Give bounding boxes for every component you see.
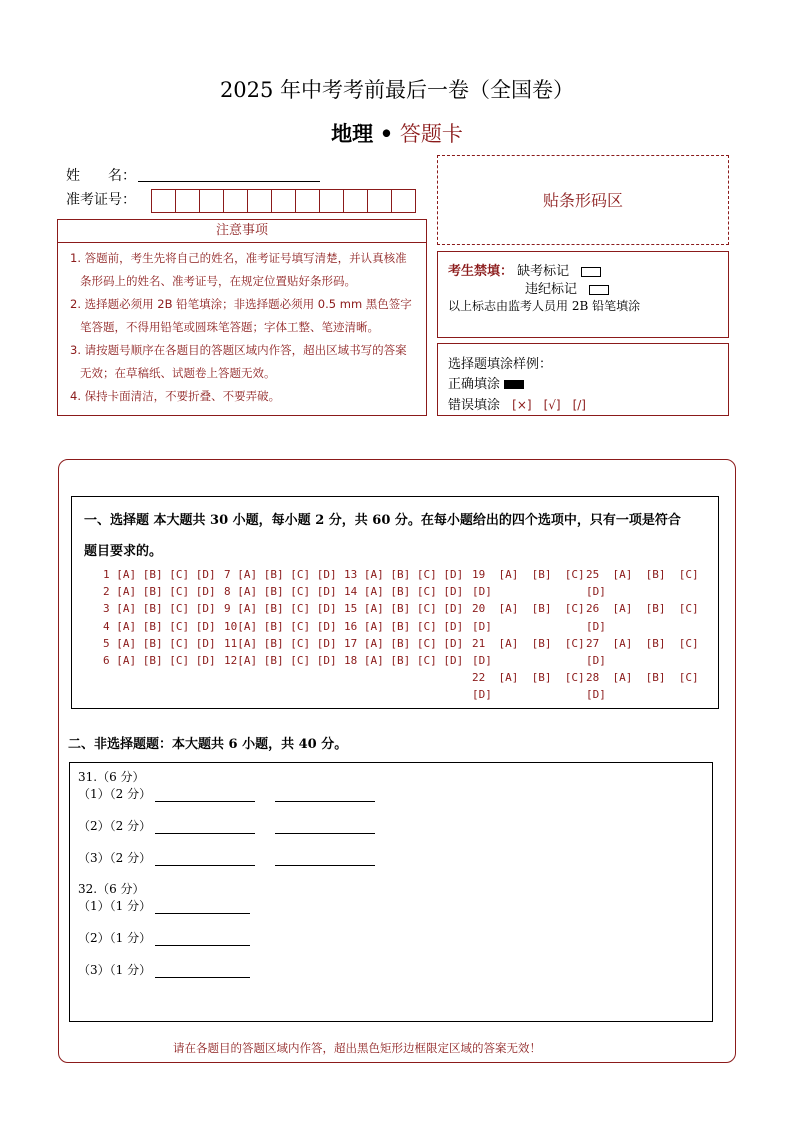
choice-option-row[interactable]: 27 [A] [B] [C] — [586, 636, 699, 650]
answer-line[interactable] — [275, 833, 375, 834]
violation-label: 违纪标记 — [525, 282, 578, 297]
choice-option-row[interactable]: 18 [A] [B] [C] [D] — [344, 654, 464, 667]
choice-option-row[interactable]: 4 [A] [B] [C] [D] — [103, 619, 216, 633]
choice-option-row[interactable]: 2 [A] [B] [C] [D] — [103, 585, 216, 599]
answer-line[interactable] — [275, 801, 375, 802]
barcode-area — [437, 155, 729, 245]
id-digit-box[interactable] — [367, 189, 392, 213]
answer-line[interactable] — [155, 833, 255, 834]
choice-option-row[interactable]: 12[A] [B] [C] [D] — [224, 654, 337, 667]
filled-sample — [504, 380, 524, 389]
id-digit-box[interactable] — [175, 189, 200, 213]
choice-option-row[interactable]: 21 [A] [B] [C] — [472, 636, 585, 650]
answer-line[interactable] — [155, 913, 250, 914]
choice-option-row[interactable]: [D] — [586, 619, 606, 633]
choice-option-row[interactable]: 20 [A] [B] [C] — [472, 602, 585, 616]
id-label: 准考证号： — [66, 192, 136, 208]
choice-option-row[interactable]: 19 [A] [B] [C] — [472, 568, 585, 581]
answer-line[interactable] — [155, 865, 255, 866]
q31-p2-label: （2）（2 分） — [78, 819, 152, 833]
choice-option-row[interactable]: 16 [A] [B] [C] [D] — [344, 619, 464, 633]
id-number-boxes[interactable] — [152, 189, 416, 213]
q32-part — [78, 897, 250, 914]
q32-p2-label: （2）（1 分） — [78, 931, 152, 945]
page-title: 2025 年中考考前最后一卷（全国卷） — [219, 78, 575, 102]
q31-part — [78, 849, 375, 866]
q32-title: 32.（6 分） — [78, 882, 145, 896]
card-label: 答题卡 — [399, 122, 463, 146]
choice-option-row[interactable]: [D] — [472, 654, 492, 667]
choice-option-row[interactable]: 14 [A] [B] [C] [D] — [344, 585, 464, 599]
q31-title: 31.（6 分） — [78, 770, 145, 784]
sample-title: 选择题填涂样例： — [448, 357, 553, 372]
id-digit-box[interactable] — [271, 189, 296, 213]
choice-option-row[interactable]: 11[A] [B] [C] [D] — [224, 636, 337, 650]
choice-option-row[interactable]: 26 [A] [B] [C] — [586, 602, 699, 616]
answer-line[interactable] — [155, 977, 250, 978]
choice-option-row[interactable]: 13 [A] [B] [C] [D] — [344, 568, 464, 581]
notice-item: 4. 保持卡面清洁，不要折叠、不要弄破。 — [70, 389, 281, 403]
id-digit-box[interactable] — [343, 189, 368, 213]
notice-item: 3. 请按题号顺序在各题目的答题区域内作答，超出区域书写的答案无效；在草稿纸、试题卷上答题无效。 — [70, 343, 407, 380]
choice-option-row[interactable]: 25 [A] [B] [C] — [586, 568, 699, 581]
choice-option-row[interactable]: 10[A] [B] [C] [D] — [224, 619, 337, 633]
notice-item: 1. 答题前，考生先将自己的姓名，准考证号填写清楚，并认真核准条形码上的姓名、准考证号，在规定位置贴好条形码。 — [70, 251, 407, 288]
choice-option-row[interactable]: 7 [A] [B] [C] [D] — [224, 568, 337, 581]
q32-p3-label: （3）（1 分） — [78, 963, 152, 977]
choice-option-row[interactable]: 28 [A] [B] [C] — [586, 671, 699, 685]
choice-option-row[interactable]: 22 [A] [B] [C] — [472, 671, 585, 685]
choice-option-row[interactable]: [D] — [472, 585, 492, 599]
q32-part — [78, 961, 250, 978]
id-digit-box[interactable] — [295, 189, 320, 213]
id-digit-box[interactable] — [223, 189, 248, 213]
violation-mark-box[interactable] — [589, 285, 609, 295]
answer-line[interactable] — [275, 865, 375, 866]
choice-option-row[interactable]: [D] — [586, 688, 606, 702]
choice-option-row[interactable]: [D] — [586, 585, 606, 599]
notice-title: 注意事项 — [215, 223, 268, 238]
barcode-label: 贴条形码区 — [542, 191, 623, 210]
absent-label: 缺考标记 — [517, 264, 570, 279]
choice-option-row[interactable]: [D] — [472, 619, 492, 633]
choice-option-row[interactable]: 6 [A] [B] [C] [D] — [103, 654, 216, 667]
separator-dot: • — [379, 121, 394, 146]
subject-label: 地理 — [331, 121, 374, 146]
name-label: 姓 名： — [66, 168, 136, 184]
id-digit-box[interactable] — [199, 189, 224, 213]
page-subtitle — [0, 118, 794, 148]
q31-part — [78, 785, 375, 802]
choice-option-row[interactable]: [D] — [472, 688, 492, 702]
absent-mark-box[interactable] — [581, 267, 601, 277]
choice-heading-cont: 题目要求的。 — [84, 544, 163, 559]
notice-header — [57, 219, 427, 243]
nonchoice-heading: 二、非选择题题：本大题共 6 小题，共 40 分。 — [68, 737, 348, 752]
id-digit-box[interactable] — [391, 189, 416, 213]
wrong-label: 错误填涂 — [448, 398, 501, 413]
choice-heading: 一、选择题 本大题共 30 小题，每小题 2 分，共 60 分。在每小题给出的四个选项中，只有一项是符合 — [84, 513, 681, 528]
q31-part — [78, 817, 375, 834]
q32-part — [78, 929, 250, 946]
choice-option-row[interactable]: 15 [A] [B] [C] [D] — [344, 602, 464, 616]
notice-body — [57, 242, 427, 416]
wrong-marks: [×] [√] [/] — [512, 398, 586, 412]
sample-box — [437, 343, 729, 416]
footer-warning: 请在各题目的答题区域内作答，超出黑色矩形边框限定区域的答案无效！ — [173, 1041, 541, 1055]
q31-p1-label: （1）（2 分） — [78, 787, 152, 801]
answer-line[interactable] — [155, 945, 250, 946]
forbidden-box — [437, 251, 729, 338]
forbidden-label: 考生禁填： — [448, 264, 514, 279]
id-digit-box[interactable] — [151, 189, 176, 213]
choice-option-row[interactable]: [D] — [586, 654, 606, 667]
q32-p1-label: （1）（1 分） — [78, 899, 152, 913]
answer-line[interactable] — [155, 801, 255, 802]
choice-option-row[interactable]: 5 [A] [B] [C] [D] — [103, 636, 216, 650]
choice-option-row[interactable]: 8 [A] [B] [C] [D] — [224, 585, 337, 599]
choice-option-row[interactable]: 3 [A] [B] [C] [D] — [103, 602, 216, 616]
q31-p3-label: （3）（2 分） — [78, 851, 152, 865]
choice-option-row[interactable]: 1 [A] [B] [C] [D] — [103, 568, 216, 581]
id-digit-box[interactable] — [247, 189, 272, 213]
notice-item: 2. 选择题必须用 2B 铅笔填涂；非选择题必须用 0.5 mm 黑色签字笔答题，不得用铅笔或圆珠笔答题；字体工整、笔迹清晰。 — [70, 297, 412, 334]
choice-option-row[interactable]: 17 [A] [B] [C] [D] — [344, 636, 464, 650]
correct-label: 正确填涂 — [448, 377, 501, 392]
forbidden-note: 以上标志由监考人员用 2B 铅笔填涂 — [448, 299, 641, 313]
choice-option-row[interactable]: 9 [A] [B] [C] [D] — [224, 602, 337, 616]
id-digit-box[interactable] — [319, 189, 344, 213]
name-field[interactable] — [138, 180, 320, 182]
